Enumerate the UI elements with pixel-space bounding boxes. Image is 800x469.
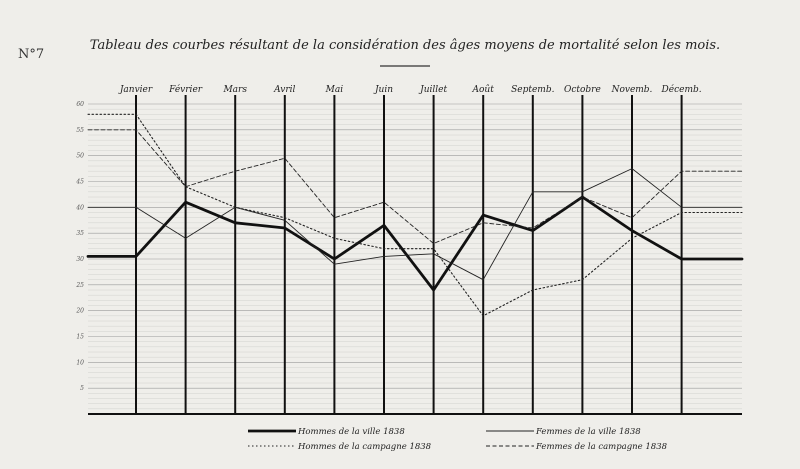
y-tick-label: 25 [76,281,84,289]
y-tick-label: 55 [76,126,84,134]
y-tick-label: 50 [76,152,84,160]
y-tick-labels [75,101,84,392]
month-label: Mars [223,85,247,95]
legend-label: Femmes de la campagne 1838 [536,442,668,452]
month-labels [118,84,702,414]
legend-label: Femmes de la ville 1838 [536,427,641,437]
y-tick-label: 10 [76,359,84,367]
chart-title: Tableau des courbes résultant de la considération des âges moyens de mortalité selon les mois. [89,38,721,53]
y-tick-label: 35 [76,230,84,238]
legend-label: Hommes de la ville 1838 [298,427,405,437]
y-tick-label: 45 [76,178,84,186]
month-label: Novemb. [611,85,653,95]
legend-label: Hommes de la campagne 1838 [298,442,432,452]
y-tick-label: 15 [76,333,84,341]
y-tick-label: 20 [76,307,84,315]
legend [248,427,668,452]
month-label: Septemb. [511,85,555,95]
month-label: Janvier [119,85,153,95]
month-label: Mai [325,85,344,95]
month-label: Avril [274,85,296,95]
month-label: Février [169,85,203,95]
y-tick-label: 30 [76,256,84,263]
y-tick-label: 40 [76,204,84,212]
plate-number: N°7 [18,47,45,62]
month-label: Août [472,85,494,95]
y-tick-label: 60 [76,101,84,108]
month-label: Décemb. [661,85,702,95]
month-label: Juillet [420,85,448,95]
month-label: Octobre [563,85,601,95]
y-tick-label: 5 [80,385,84,393]
month-label: Juin [374,85,394,95]
